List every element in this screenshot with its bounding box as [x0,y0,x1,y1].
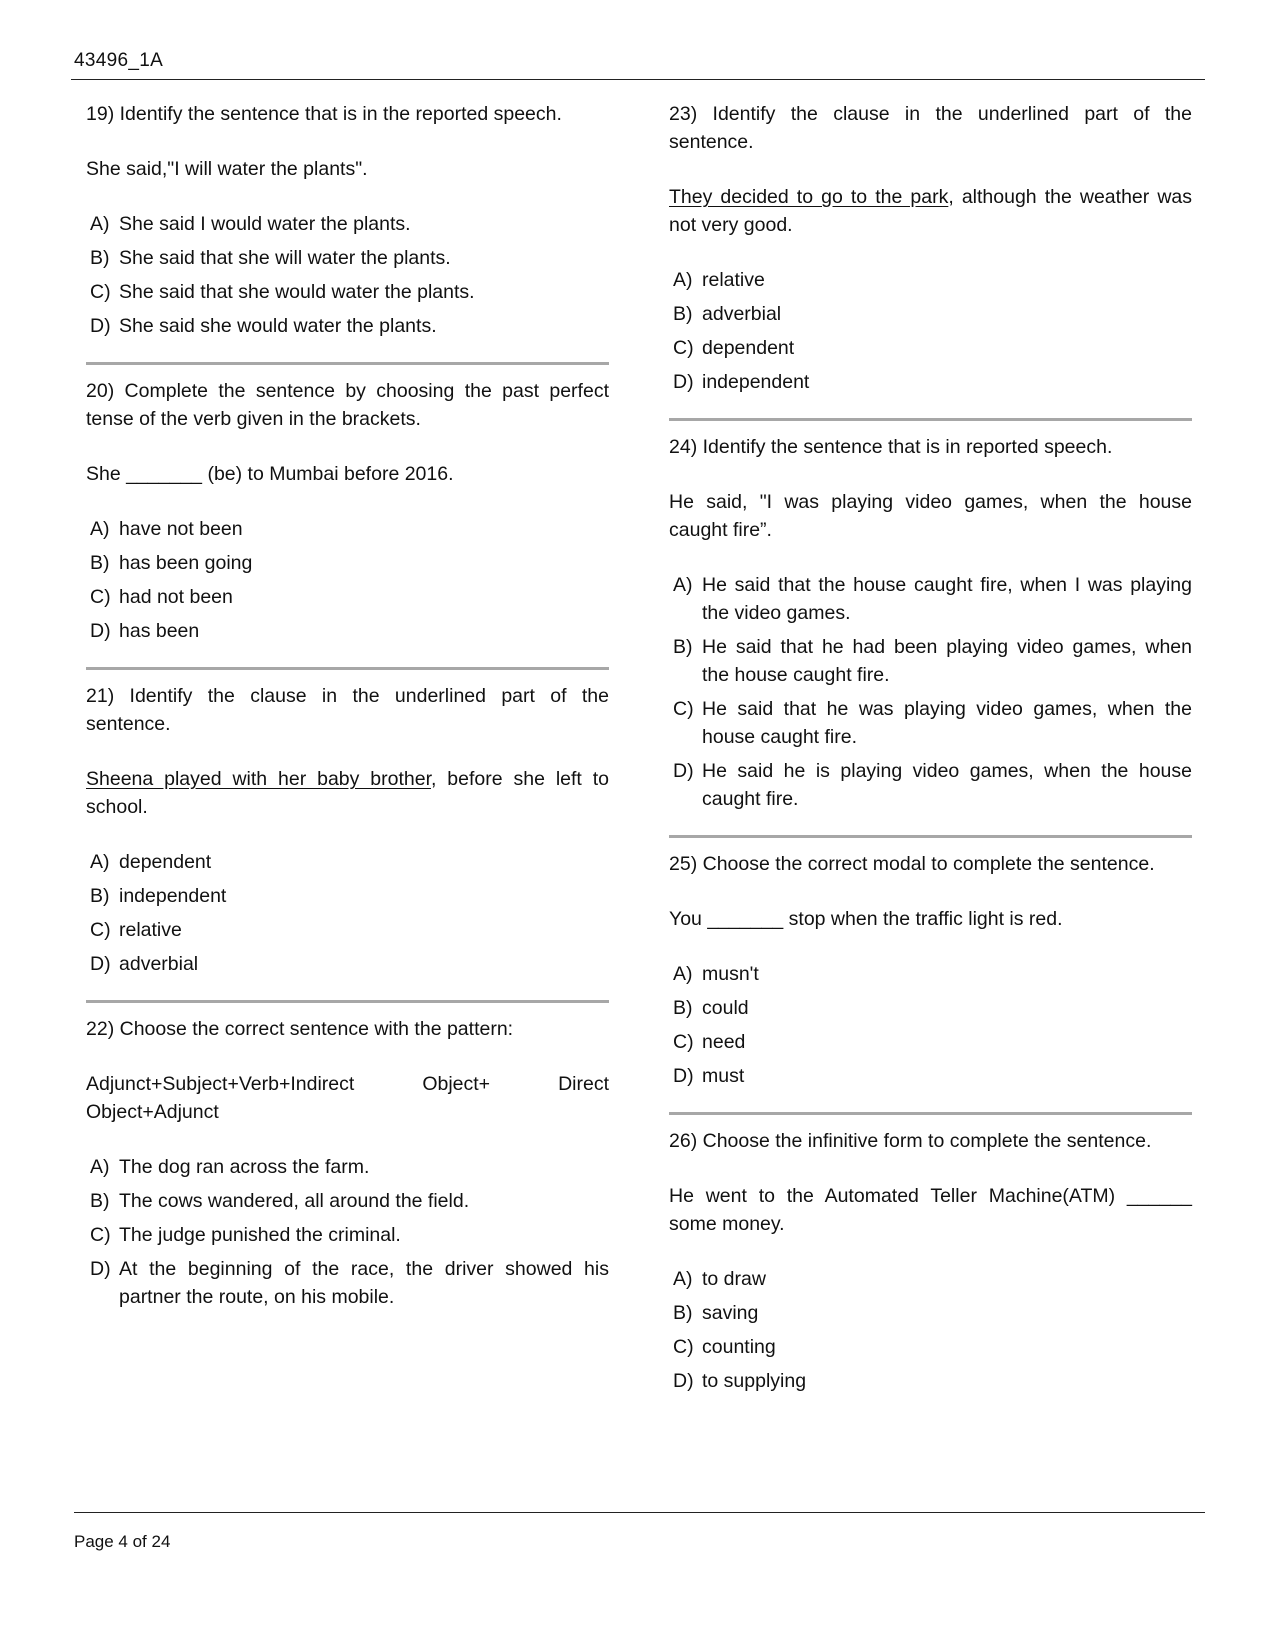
answer-option [673,994,1192,1022]
prompt-text: Adjunct+Subject+Verb+Indirect Object+ Direct Object+Adjunct [86,1073,609,1123]
option-text: dependent [702,337,795,359]
option-letter: D) [673,1065,694,1087]
option-text: need [702,1031,746,1053]
header-rule [71,79,1205,80]
question-divider [669,1112,1192,1115]
option-text: has been going [119,552,253,574]
option-letter: A) [90,1156,110,1178]
option-letter: D) [90,315,111,337]
question-20 [86,377,609,645]
question-number: 21) [86,685,115,707]
footer-page-number: Page 4 of 24 [74,1532,171,1551]
option-text: had not been [119,586,233,608]
answer-options [90,848,609,978]
option-text: He said that he was playing video games, when the house caught fire. [702,698,1192,748]
prompt-text: She said,"I will water the plants". [86,158,368,180]
option-letter: C) [673,698,694,720]
left-column [86,100,609,1317]
option-text: independent [702,371,810,393]
answer-option [90,1187,609,1215]
option-text: could [702,997,749,1019]
option-letter: B) [90,247,110,269]
prompt-text: , although the weather was not very good. [669,186,1192,236]
answer-option [90,882,609,910]
answer-option [90,583,609,611]
answer-option [90,916,609,944]
option-letter: D) [673,1370,694,1392]
option-text: have not been [119,518,243,540]
option-text: to draw [702,1268,766,1290]
question-text [86,682,609,738]
question-text [669,100,1192,156]
question-text [669,433,1192,461]
question-number: 26) [669,1130,698,1152]
option-text: dependent [119,851,212,873]
option-letter: C) [673,1031,694,1053]
question-number: 22) [86,1018,115,1040]
answer-option [90,1153,609,1181]
question-number: 20) [86,380,115,402]
option-letter: C) [90,1224,111,1246]
answer-option [673,1333,1192,1361]
option-letter: A) [90,851,110,873]
right-column [669,100,1192,1401]
question-text [669,1127,1192,1155]
answer-options [673,960,1192,1090]
option-text: relative [702,269,765,291]
question-prompt [86,460,609,488]
option-letter: D) [90,620,111,642]
answer-options [90,1153,609,1311]
answer-option [673,1299,1192,1327]
option-text: counting [702,1336,776,1358]
prompt-text: She _______ (be) to Mumbai before 2016. [86,463,454,485]
answer-option [90,1255,609,1311]
answer-option [90,312,609,340]
option-letter: A) [673,963,693,985]
option-text: She said that she will water the plants. [119,247,451,269]
question-number: 25) [669,853,698,875]
option-text: At the beginning of the race, the driver showed his partner the route, on his mobile. [119,1258,609,1308]
option-letter: D) [673,371,694,393]
answer-option [90,210,609,238]
answer-option [673,695,1192,751]
question-prompt [669,183,1192,239]
question-25 [669,850,1192,1090]
prompt-text: He went to the Automated Teller Machine(ATM) ______ some money. [669,1185,1192,1235]
answer-option [90,1221,609,1249]
option-letter: C) [90,919,111,941]
option-letter: A) [673,574,693,596]
option-text: The cows wandered, all around the field. [119,1190,470,1212]
option-letter: B) [673,997,693,1019]
option-letter: B) [90,552,110,574]
answer-option [673,300,1192,328]
prompt-underlined: They decided to go to the park [669,186,949,208]
answer-option [90,617,609,645]
question-text [86,100,609,128]
option-text: She said I would water the plants. [119,213,411,235]
option-text: He said he is playing video games, when the house caught fire. [702,760,1192,810]
option-text: The dog ran across the farm. [119,1156,370,1178]
question-stem: Identify the sentence that is in reported speech. [702,436,1113,458]
option-letter: C) [90,281,111,303]
prompt-text: , before she left to school. [86,768,609,818]
answer-option [673,266,1192,294]
option-text: She said that she would water the plants. [119,281,475,303]
answer-option [673,1028,1192,1056]
answer-option [673,571,1192,627]
question-number: 23) [669,103,698,125]
question-divider [669,835,1192,838]
question-26 [669,1127,1192,1395]
question-divider [86,667,609,670]
option-letter: C) [673,1336,694,1358]
option-text: adverbial [119,953,199,975]
prompt-underlined: Sheena played with her baby brother [86,768,431,790]
question-stem: Identify the clause in the underlined part of the sentence. [669,103,1192,153]
question-prompt [669,905,1192,933]
answer-options [673,1265,1192,1395]
option-text: He said that the house caught fire, when I was playing the video games. [702,574,1192,624]
question-prompt [86,765,609,821]
option-text: The judge punished the criminal. [119,1224,401,1246]
option-text: has been [119,620,200,642]
question-number: 24) [669,436,698,458]
option-letter: B) [673,636,693,658]
answer-option [90,278,609,306]
question-22 [86,1015,609,1311]
answer-option [673,633,1192,689]
answer-option [90,244,609,272]
question-text [86,377,609,433]
option-letter: A) [90,213,110,235]
option-letter: D) [90,953,111,975]
question-stem: Choose the correct sentence with the pattern: [119,1018,514,1040]
question-number: 19) [86,103,115,125]
option-text: musn't [702,963,759,985]
question-divider [86,1000,609,1003]
answer-options [673,571,1192,813]
option-letter: B) [90,885,110,907]
answer-option [673,1062,1192,1090]
option-letter: D) [90,1258,111,1280]
answer-option [90,515,609,543]
answer-option [90,950,609,978]
answer-option [673,960,1192,988]
answer-option [90,549,609,577]
question-text [669,850,1192,878]
answer-option [673,1367,1192,1395]
option-text: must [702,1065,745,1087]
answer-option [673,1265,1192,1293]
answer-option [673,368,1192,396]
footer-rule [74,1512,1205,1513]
question-stem: Choose the infinitive form to complete the sentence. [702,1130,1152,1152]
option-letter: A) [673,269,693,291]
question-stem: Choose the correct modal to complete the sentence. [702,853,1155,875]
question-23 [669,100,1192,396]
prompt-text: He said, "I was playing video games, when the house caught fire”. [669,491,1192,541]
question-24 [669,433,1192,813]
prompt-text: You _______ stop when the traffic light is red. [669,908,1063,930]
question-21 [86,682,609,978]
question-divider [86,362,609,365]
question-19 [86,100,609,340]
question-prompt [86,155,609,183]
header-code: 43496_1A [74,50,164,71]
option-text: adverbial [702,303,782,325]
question-stem: Identify the sentence that is in the reported speech. [119,103,562,125]
option-letter: D) [673,760,694,782]
option-letter: B) [673,1302,693,1324]
question-prompt [669,1182,1192,1238]
question-divider [669,418,1192,421]
option-text: saving [702,1302,759,1324]
option-text: He said that he had been playing video games, when the house caught fire. [702,636,1192,686]
option-text: relative [119,919,182,941]
option-text: to supplying [702,1370,807,1392]
question-prompt [669,488,1192,544]
option-letter: A) [90,518,110,540]
option-letter: B) [90,1190,110,1212]
answer-option [673,757,1192,813]
question-stem: Identify the clause in the underlined part of the sentence. [86,685,609,735]
option-letter: A) [673,1268,693,1290]
option-text: She said she would water the plants. [119,315,437,337]
option-letter: C) [673,337,694,359]
option-text: independent [119,885,227,907]
question-stem: Complete the sentence by choosing the past perfect tense of the verb given in the brackets. [86,380,609,430]
answer-option [90,848,609,876]
question-text [86,1015,609,1043]
answer-option [673,334,1192,362]
answer-options [673,266,1192,396]
answer-options [90,210,609,340]
option-letter: C) [90,586,111,608]
answer-options [90,515,609,645]
question-prompt [86,1070,609,1126]
option-letter: B) [673,303,693,325]
